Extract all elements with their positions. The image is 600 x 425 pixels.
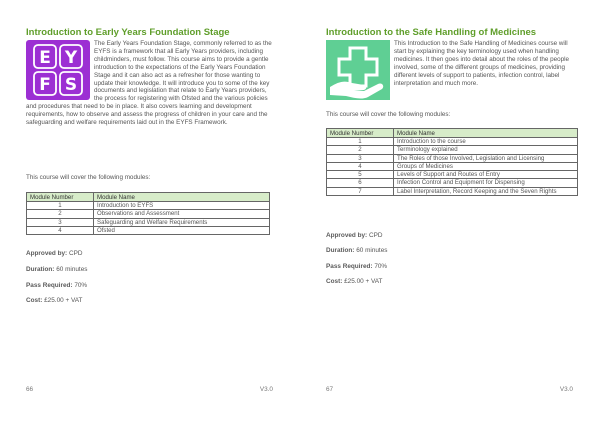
- module-name: Groups of Medicines: [394, 162, 578, 170]
- duration: Duration: 60 minutes: [26, 266, 88, 273]
- module-name: The Roles of those Involved, Legislation and Licensing: [394, 154, 578, 162]
- module-name: Label Interpretation, Record Keeping and the Seven Rights: [394, 187, 578, 195]
- page-number: 67: [326, 386, 334, 393]
- duration: Duration: 60 minutes: [326, 247, 388, 254]
- version-label: V3.0: [259, 386, 273, 393]
- table-row: [27, 218, 270, 226]
- header-module-number: Module Number: [327, 129, 394, 138]
- modules-table: [26, 192, 270, 235]
- table-header-row: [27, 193, 270, 202]
- pass-required: Pass Required: 70%: [26, 282, 88, 289]
- module-name: Terminology explained: [394, 146, 578, 154]
- course-title: Introduction to Early Years Foundation Stage: [26, 27, 230, 38]
- approved-by: Approved by: CPD: [26, 250, 83, 257]
- module-name: Introduction to the course: [394, 138, 578, 146]
- module-number: 4: [27, 226, 94, 234]
- table-row: [327, 187, 578, 195]
- header-module-name: Module Name: [394, 129, 578, 138]
- module-number: 6: [327, 179, 394, 187]
- module-number: 7: [327, 187, 394, 195]
- module-number: 1: [327, 138, 394, 146]
- logo-letter: E: [39, 48, 51, 68]
- pass-required: Pass Required: 70%: [326, 263, 388, 270]
- logo-letter: S: [64, 75, 78, 95]
- header-module-name: Module Name: [94, 193, 270, 202]
- module-number: 4: [327, 162, 394, 170]
- table-row: [327, 162, 578, 170]
- table-row: [27, 202, 270, 210]
- module-number: 2: [27, 210, 94, 218]
- cost: Cost: £25.00 + VAT: [326, 278, 383, 285]
- table-row: [27, 210, 270, 218]
- module-name: Introduction to EYFS: [94, 202, 270, 210]
- module-number: 3: [27, 218, 94, 226]
- course-description: The Early Years Foundation Stage, commonly referred to as the EYFS is a framework that all Early Years providers, including childminders, must follow. This course aims to provide a gentle introduction to the expectations of the Early Years Foundation Stage and it can also act as a refresher for those wanting to update their knowledge. It will introduce you to some of the key documents and legislation that relate to Early Years providers, the process for registering with Ofsted and the various policies and procedures that need to be in place. It also covers learning and development requirements, how to observe and assess the progress of children in your care and the safeguarding and welfare requirements laid out in the EYFS Framework.: [26, 40, 272, 127]
- modules-intro: This course will cover the following modules:: [326, 111, 451, 118]
- module-name: Observations and Assessment: [94, 210, 270, 218]
- table-row: [327, 138, 578, 146]
- approved-by: Approved by: CPD: [326, 232, 383, 239]
- table-header-row: [327, 129, 578, 138]
- logo-letter: Y: [64, 48, 78, 68]
- logo-letter: F: [39, 75, 51, 95]
- course-description: This Introduction to the Safe Handling of Medicines course will start by explaining the key terminology used when handling medicines. It then goes into detail about the roles of the people involved, some of the different groups of medicines, providing different levels of support to patients, infection control, label interpretation and much more.: [394, 40, 570, 87]
- table-row: [327, 146, 578, 154]
- header-module-number: Module Number: [27, 193, 94, 202]
- table-row: [327, 171, 578, 179]
- right-page: [300, 0, 600, 425]
- cost: Cost: £25.00 + VAT: [26, 297, 83, 304]
- modules-intro: This course will cover the following modules:: [26, 174, 151, 181]
- module-name: Ofsted: [94, 226, 270, 234]
- table-row: [27, 226, 270, 234]
- module-number: 5: [327, 171, 394, 179]
- course-title: Introduction to the Safe Handling of Medicines: [326, 27, 537, 38]
- module-name: Safeguarding and Welfare Requirements: [94, 218, 270, 226]
- module-name: Levels of Support and Routes of Entry: [394, 171, 578, 179]
- module-name: Infection Control and Equipment for Dispensing: [394, 179, 578, 187]
- table-row: [327, 179, 578, 187]
- modules-table: [326, 128, 578, 196]
- module-number: 3: [327, 154, 394, 162]
- module-number: 1: [27, 202, 94, 210]
- version-label: V3.0: [559, 386, 573, 393]
- page-number: 66: [26, 386, 34, 393]
- table-row: [327, 154, 578, 162]
- module-number: 2: [327, 146, 394, 154]
